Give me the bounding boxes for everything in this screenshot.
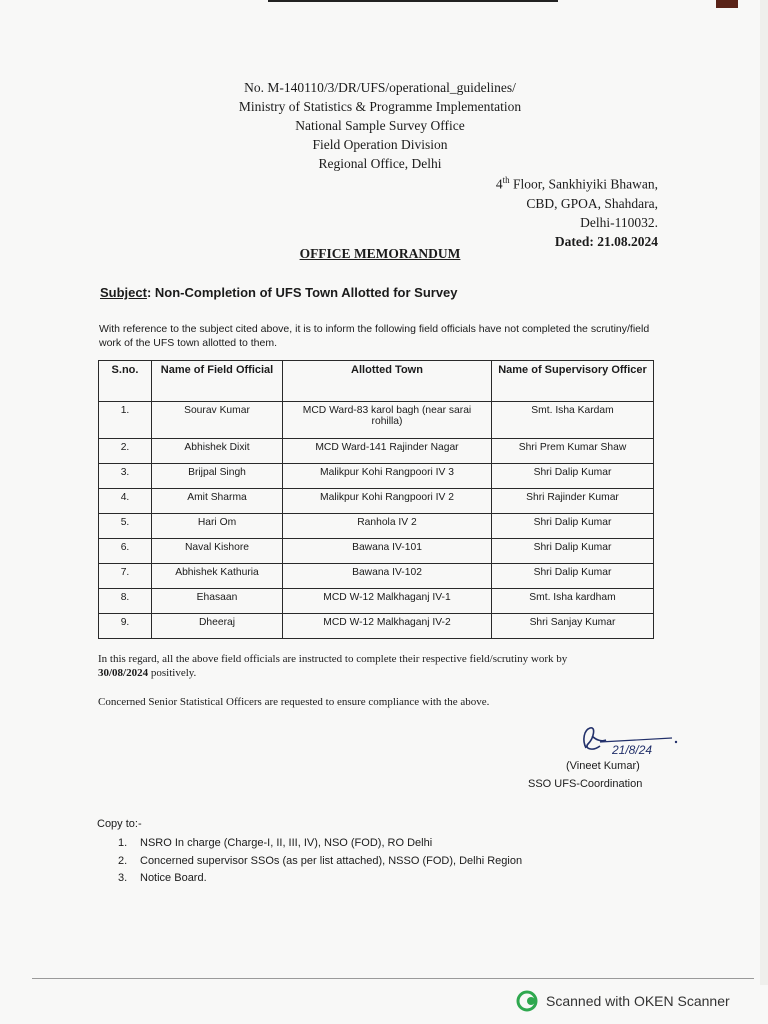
- instruction-end: positively.: [148, 667, 197, 679]
- instruction-text: In this regard, all the above field officials are instructed to complete their respective field/scrutiny work by: [98, 653, 568, 665]
- header-supervisory-officer: Name of Supervisory Officer: [492, 361, 654, 402]
- cell-supervisory-officer: Smt. Isha kardham: [492, 589, 654, 614]
- scanner-watermark: [516, 990, 730, 1012]
- address-line-1: [496, 171, 658, 194]
- division-name: Field Operation Division: [312, 137, 448, 152]
- regional-office-name: Regional Office, Delhi: [318, 156, 442, 171]
- list-item-text: Concerned supervisor SSOs (as per list attached), NSSO (FOD), Delhi Region: [140, 854, 523, 867]
- cell-field-official: Sourav Kumar: [152, 402, 283, 439]
- cell-sno: 8.: [99, 589, 152, 614]
- cell-allotted-town: Ranhola IV 2: [283, 514, 492, 539]
- copy-to-list: [118, 835, 522, 888]
- list-item-text: NSRO In charge (Charge-I, II, III, IV), NSO (FOD), RO Delhi: [140, 837, 433, 849]
- table-row: [99, 539, 654, 564]
- officials-table: [98, 360, 654, 639]
- cell-allotted-town: MCD Ward-83 karol bagh (near sarai rohilla): [283, 402, 492, 439]
- signatory-designation: SSO UFS-Coordination: [528, 778, 643, 790]
- copy-to-title: Copy to:-: [97, 818, 142, 830]
- address-line-2: CBD, GPOA, Shahdara,: [526, 195, 658, 211]
- reference-number: No. M-140110/3/DR/UFS/operational_guidelines/: [244, 80, 516, 95]
- cell-allotted-town: MCD Ward-141 Rajinder Nagar: [283, 439, 492, 464]
- handwritten-signature: [572, 718, 682, 764]
- list-item: [118, 870, 522, 888]
- table-row: [99, 614, 654, 639]
- memo-title: OFFICE MEMORANDUM: [299, 246, 461, 261]
- list-item-number: 2.: [118, 854, 128, 867]
- page-bottom-edge: [32, 978, 754, 979]
- signatory-name: (Vineet Kumar): [566, 760, 640, 772]
- floor-suffix: th: [502, 175, 510, 185]
- table-row: [99, 402, 654, 439]
- subject-label: Subject: [100, 285, 147, 300]
- table-row: [99, 589, 654, 614]
- table-row: [99, 514, 654, 539]
- subject-line: [100, 285, 458, 300]
- cell-allotted-town: Bawana IV-101: [283, 539, 492, 564]
- cell-allotted-town: MCD W-12 Malkhaganj IV-1: [283, 589, 492, 614]
- cell-field-official: Amit Sharma: [152, 489, 283, 514]
- header-sno: S.no.: [99, 361, 152, 402]
- instruction-paragraph: [98, 652, 658, 680]
- table-row: [99, 564, 654, 589]
- intro-paragraph: With reference to the subject cited above, it is to inform the following field officials have not completed the scrutiny/field work of the UFS town allotted to them.: [99, 323, 650, 349]
- list-item: [118, 853, 522, 871]
- header-field-official: Name of Field Official: [152, 361, 283, 402]
- cell-sno: 9.: [99, 614, 152, 639]
- cell-allotted-town: MCD W-12 Malkhaganj IV-2: [283, 614, 492, 639]
- cell-supervisory-officer: Smt. Isha Kardam: [492, 402, 654, 439]
- cell-field-official: Abhishek Dixit: [152, 439, 283, 464]
- cell-sno: 1.: [99, 402, 152, 439]
- scan-right-edge: [760, 0, 768, 985]
- office-name: National Sample Survey Office: [295, 118, 465, 133]
- cell-field-official: Hari Om: [152, 514, 283, 539]
- cell-sno: 2.: [99, 439, 152, 464]
- floor-number: 4: [495, 176, 503, 192]
- header-allotted-town: Allotted Town: [283, 361, 492, 402]
- cell-supervisory-officer: Shri Dalip Kumar: [492, 564, 654, 589]
- cell-field-official: Dheeraj: [152, 614, 283, 639]
- cell-field-official: Ehasaan: [152, 589, 283, 614]
- cell-allotted-town: Malikpur Kohi Rangpoori IV 2: [283, 489, 492, 514]
- signature-date: 21/8/24: [612, 743, 653, 757]
- list-item-number: 1.: [118, 837, 128, 849]
- office-address: [496, 171, 658, 251]
- letter-header: [200, 78, 560, 173]
- list-item-text: Notice Board.: [140, 872, 207, 884]
- cell-supervisory-officer: Shri Prem Kumar Shaw: [492, 439, 654, 464]
- subject-text: : Non-Completion of UFS Town Allotted for Survey: [146, 285, 458, 300]
- table-row: [99, 439, 654, 464]
- oken-scanner-logo-icon: [516, 990, 538, 1012]
- cell-sno: 4.: [99, 489, 152, 514]
- scanner-text: Scanned with OKEN Scanner: [546, 993, 730, 1009]
- table-header-row: [99, 361, 654, 402]
- scan-corner-mark: [716, 0, 738, 8]
- cell-supervisory-officer: Shri Sanjay Kumar: [492, 614, 654, 639]
- address-line-3: Delhi-110032.: [580, 214, 658, 230]
- cell-field-official: Naval Kishore: [152, 539, 283, 564]
- cell-field-official: Brijpal Singh: [152, 464, 283, 489]
- list-item-number: 3.: [118, 872, 128, 884]
- dated-text: Dated: 21.08.2024: [554, 233, 658, 249]
- cell-sno: 6.: [99, 539, 152, 564]
- cell-supervisory-officer: Shri Dalip Kumar: [492, 464, 654, 489]
- table-row: [99, 489, 654, 514]
- cell-supervisory-officer: Shri Rajinder Kumar: [492, 489, 654, 514]
- ministry-name: Ministry of Statistics & Programme Implementation: [238, 99, 522, 114]
- cell-field-official: Abhishek Kathuria: [152, 564, 283, 589]
- cell-supervisory-officer: Shri Dalip Kumar: [492, 539, 654, 564]
- cell-allotted-town: Bawana IV-102: [283, 564, 492, 589]
- list-item: [118, 835, 522, 853]
- compliance-paragraph: Concerned Senior Statistical Officers are requested to ensure compliance with the above.: [98, 696, 490, 708]
- cell-supervisory-officer: Shri Dalip Kumar: [492, 514, 654, 539]
- cell-sno: 5.: [99, 514, 152, 539]
- scan-top-edge: [268, 0, 558, 2]
- deadline-date: 30/08/2024: [98, 667, 149, 679]
- cell-sno: 7.: [99, 564, 152, 589]
- table-row: [99, 464, 654, 489]
- cell-allotted-town: Malikpur Kohi Rangpoori IV 3: [283, 464, 492, 489]
- cell-sno: 3.: [99, 464, 152, 489]
- address-line-1-text: Floor, Sankhiyiki Bhawan,: [509, 176, 658, 192]
